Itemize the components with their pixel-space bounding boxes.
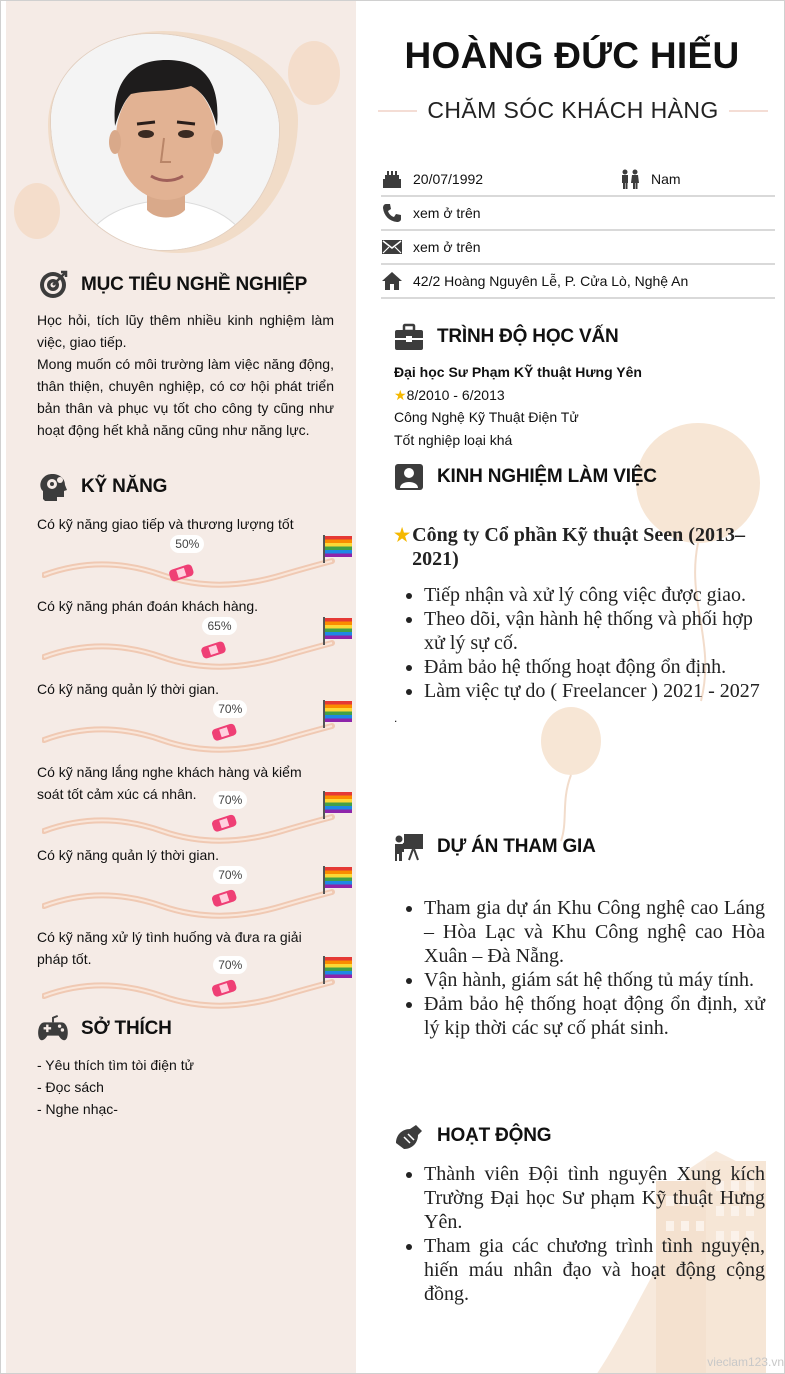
address-value: 42/2 Hoàng Nguyên Lễ, P. Cửa Lò, Nghệ An <box>413 273 689 289</box>
activities-heading <box>393 1120 551 1152</box>
cake-icon <box>381 168 403 190</box>
email-value: xem ở trên <box>413 239 481 255</box>
activity-item: • Tham gia các chương trình tình nguyện, hiến máu nhân đạo và hoạt động cộng đồng. <box>424 1234 765 1306</box>
project-item: • Tham gia dự án Khu Công nghệ cao Láng – Hòa Lạc và Khu Công nghệ cao Hòa Xuân – Đà Nẵng. <box>424 896 765 968</box>
skill-progress-road <box>42 553 342 593</box>
gamepad-icon <box>37 1013 69 1045</box>
company-name: Công ty Cổ phần Kỹ thuật Seen (2013–2021) <box>412 524 745 570</box>
target-icon <box>37 269 69 301</box>
position-row <box>378 97 768 124</box>
projects-heading <box>393 831 596 863</box>
left-column <box>6 1 356 1374</box>
skill-label: Có kỹ năng phán đoán khách hàng. <box>37 598 259 614</box>
car-marker-icon <box>211 889 238 908</box>
handshake-icon <box>393 1120 425 1152</box>
right-column <box>356 1 785 1374</box>
experience-title: KINH NGHIỆM LÀM VIỆC <box>437 466 657 487</box>
briefcase-icon <box>393 321 425 353</box>
finish-flag-icon <box>321 866 353 894</box>
education-details <box>394 361 774 451</box>
activities-title: HOẠT ĐỘNG <box>437 1125 552 1146</box>
watermark: vieclam123.vn <box>707 1355 784 1369</box>
skill-percent: 70% <box>213 956 247 974</box>
balloon-decoration <box>288 41 340 105</box>
experience-task: • Tiếp nhận và xử lý công việc được giao. <box>424 583 764 607</box>
finish-flag-icon <box>321 535 353 563</box>
skill-percent: 70% <box>213 866 247 884</box>
education-major: Công Nghệ Kỹ Thuật Điện Tử <box>394 409 579 425</box>
skill-item <box>37 844 356 924</box>
education-heading <box>393 321 619 353</box>
skill-item <box>37 513 356 593</box>
experience-details <box>394 523 764 725</box>
experience-task: • Đảm bảo hệ thống hoạt động ổn định. <box>424 655 764 679</box>
skill-item <box>37 678 356 758</box>
company-row <box>394 523 764 571</box>
hobbies-heading <box>37 1013 172 1045</box>
star-icon: ★ <box>394 525 411 545</box>
objective-heading <box>37 269 307 301</box>
skill-percent: 70% <box>213 791 247 809</box>
car-marker-icon <box>211 723 238 742</box>
gender-icon <box>619 168 641 190</box>
education-result: Tốt nghiệp loại khá <box>394 431 513 448</box>
experience-task: • Theo dõi, vận hành hệ thống và phối hợp xử lý sự cố. <box>424 607 764 655</box>
star-icon: ★ <box>394 386 407 403</box>
job-position: CHĂM SÓC KHÁCH HÀNG <box>427 97 719 123</box>
envelope-icon <box>381 236 403 258</box>
home-icon <box>381 270 403 292</box>
head-gears-icon <box>37 471 69 503</box>
projects-title: DỰ ÁN THAM GIA <box>437 836 596 857</box>
phone-row <box>381 197 775 231</box>
divider <box>378 110 417 112</box>
skill-label: Có kỹ năng quản lý thời gian. <box>37 681 219 697</box>
experience-trailing: . <box>394 711 398 725</box>
skill-percent: 50% <box>170 535 204 553</box>
car-marker-icon <box>200 641 227 660</box>
gender-value: Nam <box>651 171 681 187</box>
skills-heading <box>37 471 167 503</box>
skill-label: Có kỹ năng giao tiếp và thương lượng tốt <box>37 516 294 532</box>
car-marker-icon <box>211 814 238 833</box>
phone-value: xem ở trên <box>413 205 481 221</box>
skill-progress-road <box>42 974 342 1014</box>
phone-icon <box>381 202 403 224</box>
hobbies-list <box>37 1054 337 1120</box>
car-marker-icon <box>211 979 238 998</box>
birthday-row <box>381 163 775 197</box>
skill-percent: 70% <box>213 700 247 718</box>
skill-progress-road <box>42 884 342 924</box>
email-row <box>381 231 775 265</box>
finish-flag-icon <box>321 700 353 728</box>
birthday-value: 20/07/1992 <box>413 171 484 187</box>
hobbies-title: SỞ THÍCH <box>81 1018 172 1039</box>
experience-heading <box>393 461 657 493</box>
education-period-row <box>394 384 774 407</box>
finish-flag-icon <box>321 791 353 819</box>
presenter-icon <box>393 831 425 863</box>
skill-label: Có kỹ năng quản lý thời gian. <box>37 847 219 863</box>
balloon-decoration <box>14 183 60 239</box>
objective-text <box>37 309 334 441</box>
hobby-item: - Nghe nhạc- <box>37 1101 118 1117</box>
experience-task: • Làm việc tự do ( Freelancer ) 2021 - 2027 <box>424 679 764 703</box>
education-title: TRÌNH ĐỘ HỌC VẤN <box>437 326 619 347</box>
project-item: • Đảm bảo hệ thống hoạt động ổn định, xử lý kịp thời các sự cố phát sinh. <box>424 992 765 1040</box>
project-item: • Vận hành, giám sát hệ thống tủ máy tính. <box>424 968 765 992</box>
skills-title: KỸ NĂNG <box>81 476 168 497</box>
objective-title: MỤC TIÊU NGHỀ NGHIỆP <box>81 274 308 295</box>
skill-progress-road <box>42 809 342 849</box>
activities-list <box>404 1162 765 1306</box>
school-name: Đại học Sư Phạm KỸ thuật Hưng Yên <box>394 364 642 380</box>
user-card-icon <box>393 461 425 493</box>
skill-item <box>37 595 356 675</box>
finish-flag-icon <box>321 617 353 645</box>
skill-progress-road <box>42 718 342 758</box>
skill-percent: 65% <box>202 617 236 635</box>
hobby-item: - Đọc sách <box>37 1079 104 1095</box>
skill-progress-road <box>42 635 342 675</box>
skill-label: Có kỹ năng lắng nghe khách hàng và kiểm soát tốt cảm xúc cá nhân. <box>37 764 302 802</box>
skill-item <box>37 926 356 1006</box>
experience-task-list <box>404 583 764 703</box>
skill-label: Có kỹ năng xử lý tình huống và đưa ra giải pháp tốt. <box>37 929 302 967</box>
objective-paragraph: Học hỏi, tích lũy thêm nhiều kinh nghiệm làm việc, giao tiếp. <box>37 312 334 350</box>
hobby-item: - Yêu thích tìm tòi điện tử <box>37 1057 194 1073</box>
skill-item <box>37 761 356 841</box>
education-period: 8/2010 - 6/2013 <box>406 386 505 403</box>
divider <box>729 110 768 112</box>
finish-flag-icon <box>321 956 353 984</box>
full-name: HOÀNG ĐỨC HIẾU <box>404 35 740 76</box>
activity-item: • Thành viên Đội tình nguyện Xung kích Trường Đại học Sư phạm Kỹ thuật Hưng Yên. <box>424 1162 765 1234</box>
objective-paragraph: Mong muốn có môi trường làm việc năng động, thân thiện, chuyên nghiệp, có cơ hội phát triển bản thân và phục vụ tốt cho công ty cũng như hoạt động hết khả năng cũng như năng lực. <box>37 356 334 438</box>
address-row <box>381 265 775 299</box>
projects-list <box>404 896 765 1040</box>
